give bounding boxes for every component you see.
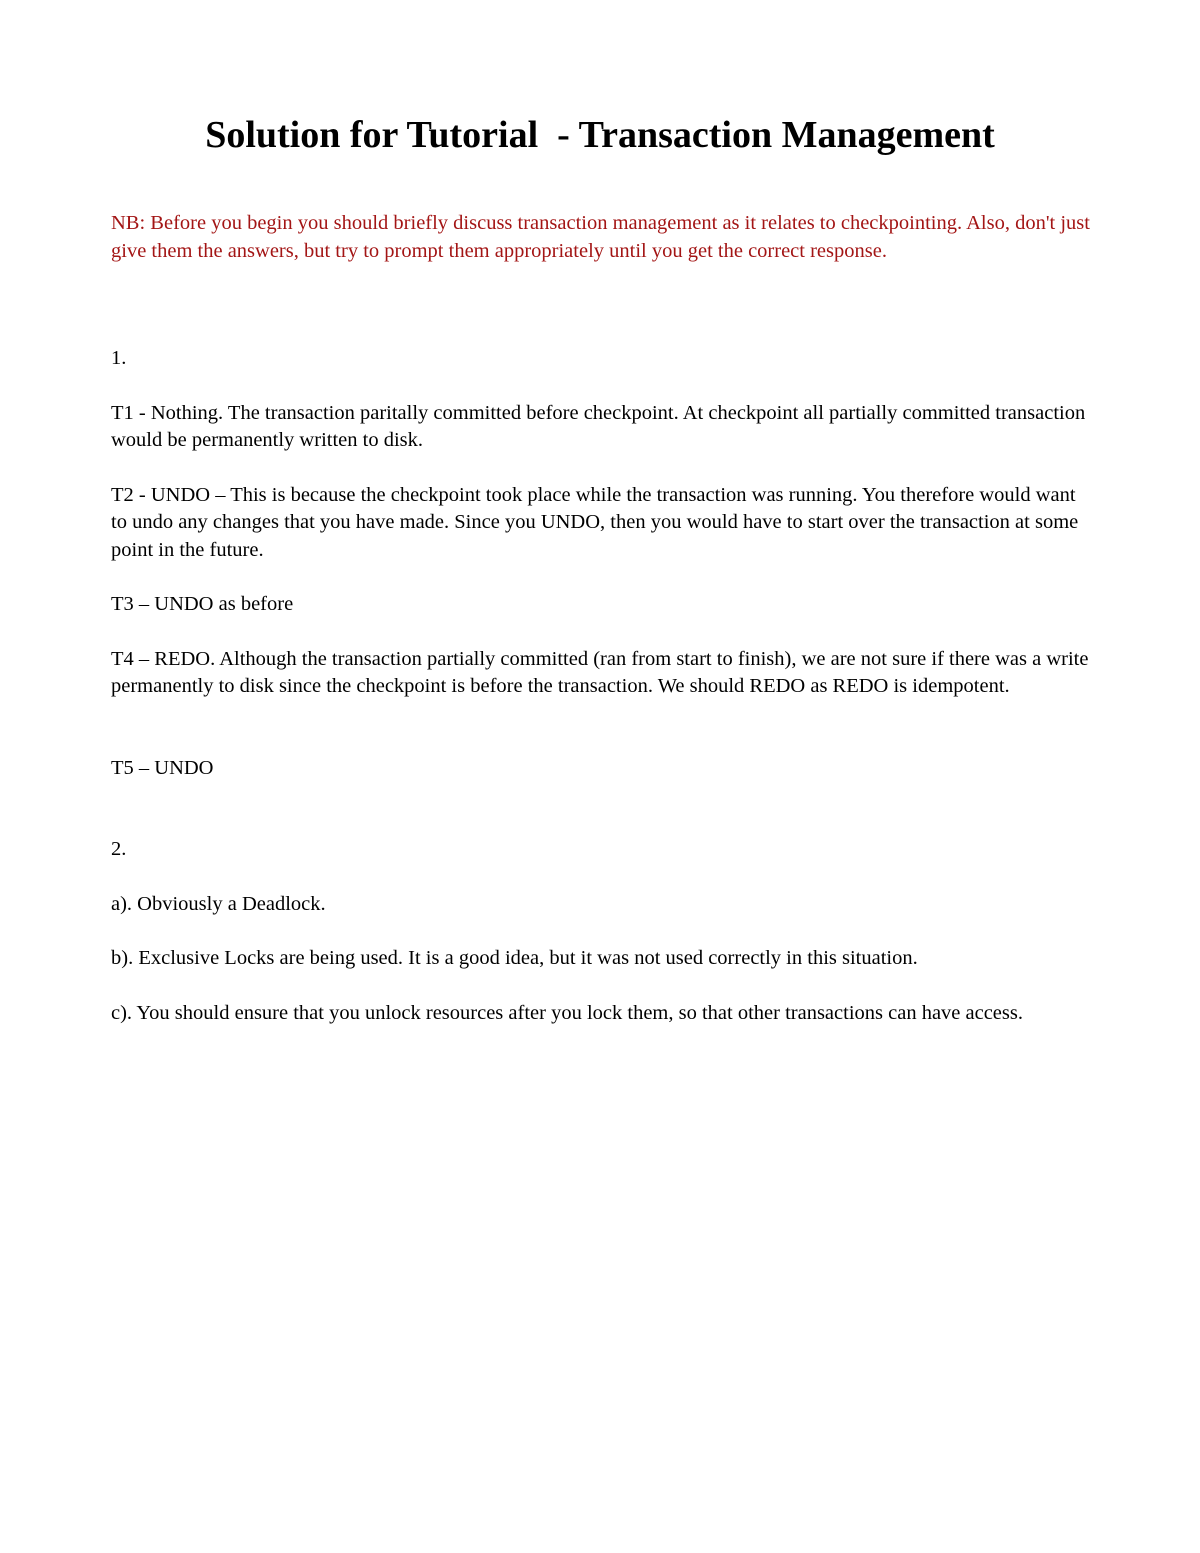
answer-t3: T3 – UNDO as before [111,593,294,615]
spacer [111,318,1096,345]
spacer [111,564,1096,591]
spacer [111,864,1096,891]
spacer [111,782,1096,836]
answer-t5: T5 – UNDO [111,756,214,779]
answer-2c: c). You should ensure that you unlock resources after you lock them, so that other transactions can have access. [111,1001,1023,1024]
spacer [111,455,1096,482]
spacer [111,973,1096,1000]
spacer [111,619,1096,646]
answer-2a: a). Obviously a Deadlock. [111,892,326,915]
section-2-number: 2. [111,838,127,860]
spacer [111,918,1096,945]
document-body [111,210,1096,1027]
spacer [111,701,1096,755]
instructor-note: NB: Before you begin you should briefly discuss transaction management as it relates to checkpointing. Also, don't just give them the answers, but try to prompt them appropriately until you get the correct response. [111,212,1090,262]
answer-2b: b). Exclusive Locks are being used. It is a good idea, but it was not used correctly in this situation. [111,947,918,969]
spacer [111,265,1096,318]
answer-t4: T4 – REDO. Although the transaction partially committed (ran from start to finish), we are not sure if there was a write permanently to disk since the checkpoint is before the transaction. We should REDO as REDO is idempotent. [111,647,1089,697]
answer-t1: T1 - Nothing. The transaction paritally committed before checkpoint. At checkpoint all partially committed transaction would be permanently written to disk. [111,401,1086,451]
spacer [111,373,1096,400]
page-title: Solution for Tutorial - Transaction Management [205,114,995,156]
section-1-number: 1. [111,347,127,369]
answer-t2: T2 - UNDO – This is because the checkpoint took place while the transaction was running. You therefore would want to undo any changes that you have made. Since you UNDO, then you would have to start over the transaction at some point in the future. [111,483,1079,561]
